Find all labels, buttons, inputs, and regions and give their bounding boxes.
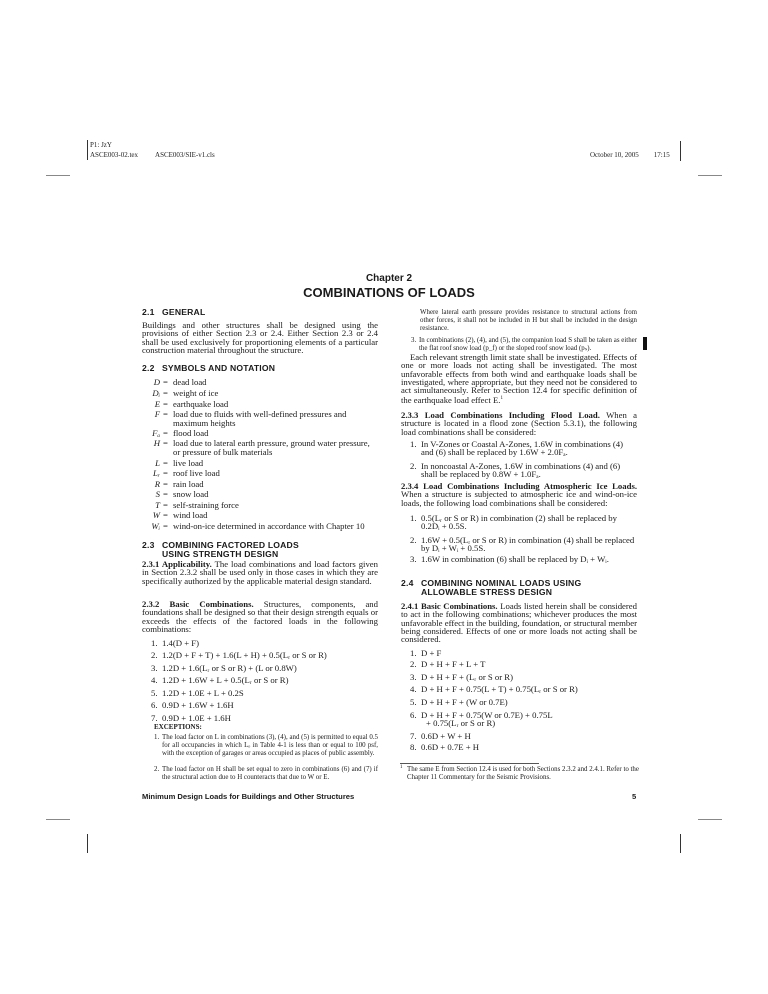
item-text: D + H + F + L + T <box>421 659 486 669</box>
item-text: 1.4(D + F) <box>162 638 199 648</box>
symbol-description: self-straining force <box>173 500 239 510</box>
item-text: The load factor on H shall be set equal to zero in combinations (6) and (7) if the structural action due to H counteracts that due to W or E. <box>162 766 378 781</box>
page-number: 5 <box>632 792 637 801</box>
symbol-description: wind load <box>173 510 208 520</box>
section-2-3-4 <box>401 482 637 507</box>
equals-sign: = <box>163 479 168 489</box>
item-number: 6. <box>151 700 158 710</box>
ice-combination <box>410 514 637 531</box>
paragraph-text: Each relevant strength limit state shall be investigated. Effects of one or more loads not acting shall be investigated. The most unfavorable effects from both wind and earthquake loads shall be investigated, where appropriate, but they need not be considered to act simultaneously. Refer to Section 12.4 for specific definition of the earthquake load effect E. <box>401 352 637 405</box>
load-combination <box>151 676 381 684</box>
symbol-definition <box>142 389 378 398</box>
running-header-right <box>590 150 670 160</box>
exception-item <box>154 734 378 758</box>
load-combination <box>410 743 640 751</box>
subsection-text: Loads listed herein shall be considered to act in the following combinations; whichever produces the most unfavorable effect in the building, foundation, or structural member being considered. Effects of one or more loads not acting shall be considered. <box>401 601 638 645</box>
header-cls-file: ASCE003/SIE-v1.cls <box>155 151 215 159</box>
load-combination <box>151 651 381 659</box>
flood-combination <box>410 462 637 479</box>
subsection-heading: 2.3.2 Basic Combinations. <box>142 599 254 609</box>
section-2-3-2 <box>142 600 378 633</box>
item-number: 2. <box>410 535 417 545</box>
item-number: 5. <box>151 688 158 698</box>
subsection-text: When a structure is subjected to atmospheric ice and wind-on-ice loads, the following load combinations shall be considered: <box>401 489 637 508</box>
equals-sign: = <box>163 388 168 398</box>
crop-mark <box>46 175 70 176</box>
item-number: 1. <box>151 638 158 648</box>
item-text: 1.6W + 0.5(Lᵣ or S or R) in combination (4) shall be replaced by Dᵢ + Wᵢ + 0.5S. <box>421 535 635 554</box>
equals-sign: = <box>163 428 168 438</box>
item-text: 0.9D + 1.0E + 1.6H <box>162 713 231 723</box>
symbol: T <box>155 500 160 510</box>
footnote-text: The same E from Section 12.4 is used for both Sections 2.3.2 and 2.4.1. Refer to the Chapter 11 Commentary for the Seismic Provisions. <box>407 766 639 781</box>
exception-item <box>411 337 637 353</box>
symbol-definition <box>142 439 378 457</box>
item-number: 7. <box>410 731 417 741</box>
item-number: 2. <box>410 659 417 669</box>
section-title-line2: ALLOWABLE STRESS DESIGN <box>421 587 553 597</box>
symbol-description: roof live load <box>173 468 220 478</box>
symbol-description: dead load <box>173 377 207 387</box>
symbol-definition <box>142 378 378 387</box>
footnote-rule <box>400 763 539 764</box>
load-combination <box>151 714 381 722</box>
section-title: SYMBOLS AND NOTATION <box>162 363 276 373</box>
section-2-3-1 <box>142 560 378 585</box>
item-number: 3. <box>410 672 417 682</box>
header-id: P1: JzY <box>90 141 112 149</box>
crop-mark <box>87 140 88 160</box>
equals-sign: = <box>163 458 168 468</box>
symbol: S <box>155 489 160 499</box>
equals-sign: = <box>163 489 168 499</box>
equals-sign: = <box>163 510 168 520</box>
load-combination <box>151 689 381 697</box>
equals-sign: = <box>163 438 168 448</box>
exceptions-label: EXCEPTIONS: <box>154 723 202 731</box>
item-number: 2. <box>154 766 160 773</box>
symbol-description: live load <box>173 458 204 468</box>
section-2-3-heading <box>142 541 299 559</box>
symbol-description: snow load <box>173 489 209 499</box>
load-combination <box>410 711 640 728</box>
symbol-description: load due to lateral earth pressure, ground water pressure, or pressure of bulk materials <box>173 438 370 457</box>
load-combination <box>151 639 381 647</box>
symbol-description: load due to fluids with well-defined pressures and maximum heights <box>173 409 347 428</box>
section-title: GENERAL <box>162 307 206 317</box>
load-combination <box>151 664 381 672</box>
chapter-heading <box>0 273 768 300</box>
item-text: In V-Zones or Coastal A-Zones, 1.6W in combinations (4) and (6) shall be replaced by 1.6W + 2.0Fₐ. <box>421 439 624 458</box>
chapter-title: COMBINATIONS OF LOADS <box>303 285 475 300</box>
section-2-3-3 <box>401 411 637 436</box>
strength-limit-paragraph <box>401 353 637 404</box>
chapter-label: Chapter 2 <box>365 273 413 284</box>
item-text: 0.6D + 0.7E + H <box>421 742 480 752</box>
equals-sign: = <box>163 377 168 387</box>
load-combination <box>410 732 640 740</box>
item-number: 4. <box>410 684 417 694</box>
flood-combination <box>410 440 637 457</box>
crop-mark <box>698 819 722 820</box>
symbol-definition <box>142 522 378 531</box>
item-text: D + H + F + 0.75(L + T) + 0.75(Lᵣ or S or R) <box>421 684 578 694</box>
subsection-heading: 2.3.4 Load Combinations Including Atmospheric Ice Loads. <box>401 481 637 491</box>
section-number: 2.4 <box>401 578 414 588</box>
change-bar <box>643 337 647 350</box>
equals-sign: = <box>163 399 168 409</box>
item-number: 4. <box>151 675 158 685</box>
crop-mark <box>680 834 681 853</box>
equals-sign: = <box>163 500 168 510</box>
item-number: 5. <box>410 697 417 707</box>
symbol: H <box>153 438 160 448</box>
item-text: 0.9D + 1.6W + 1.6H <box>162 700 234 710</box>
item-number: 1. <box>410 648 417 658</box>
item-number: 1. <box>410 439 417 449</box>
item-text: 1.6W in combination (6) shall be replaced by Dᵢ + Wᵢ. <box>421 554 609 564</box>
page-footer-title: Minimum Design Loads for Buildings and Other Structures <box>142 792 355 801</box>
section-title-line2: USING STRENGTH DESIGN <box>162 549 279 559</box>
subsection-heading: 2.3.3 Load Combinations Including Flood Load. <box>401 410 600 420</box>
symbol: Fₐ <box>152 428 160 438</box>
symbol-definition <box>142 511 378 520</box>
item-text: The load factor on L in combinations (3), (4), and (5) is permitted to equal 0.5 for all occupancies in which Lₒ in Table 4-1 is less than or equal to 100 psf, with the exception of garages or areas occupied as places of public assembly. <box>162 734 378 757</box>
equals-sign: = <box>163 468 168 478</box>
symbol-description: flood load <box>173 428 209 438</box>
running-header-left <box>90 140 215 160</box>
subsection-heading: 2.4.1 Basic Combinations. <box>401 601 498 611</box>
crop-mark <box>680 141 681 161</box>
section-number: 2.2 <box>142 363 155 373</box>
item-number: 7. <box>151 713 158 723</box>
item-number: 8. <box>410 742 417 752</box>
subsection-text: Structures, components, and foundations shall be designed so that their design strength equals or exceeds the effects of the factored loads in the following combinations: <box>142 599 378 635</box>
item-text: 1.2D + 1.0E + L + 0.2S <box>162 688 244 698</box>
symbol-description: earthquake load <box>173 399 229 409</box>
item-text-continued: + 0.75(Lᵣ or S or R) <box>426 718 496 729</box>
symbol: Lᵣ <box>153 468 160 478</box>
load-combination <box>410 649 640 657</box>
symbol-definition <box>142 469 378 478</box>
section-title-line1: COMBINING FACTORED LOADS <box>162 540 299 550</box>
crop-mark <box>87 834 88 853</box>
header-date: October 10, 2005 <box>590 151 639 159</box>
load-combination <box>151 701 381 709</box>
subsection-heading: 2.3.1 Applicability. <box>142 559 212 569</box>
symbol-description: wind-on-ice determined in accordance with Chapter 10 <box>173 521 365 531</box>
footnote-mark: 1 <box>400 765 403 770</box>
exception-number: 3. <box>411 337 417 344</box>
footnote-ref: 1 <box>500 395 503 401</box>
item-number: 3. <box>151 663 158 673</box>
symbol-definition <box>142 459 378 468</box>
symbol-definition <box>142 410 378 428</box>
item-text: D + H + F + (Lᵣ or S or R) <box>421 672 513 682</box>
item-text: D + F <box>421 648 442 658</box>
section-2-2-heading <box>142 364 275 373</box>
exception-2-continued: Where lateral earth pressure provides resistance to structural actions from other forces, it shall not be included in H but shall be included in the design resistance. <box>420 309 637 332</box>
item-number: 6. <box>410 710 417 720</box>
symbol: Wᵢ <box>151 521 160 531</box>
symbol: W <box>152 510 160 520</box>
load-combination <box>410 673 640 681</box>
symbol-description: weight of ice <box>173 388 219 398</box>
symbol-definition <box>142 480 378 489</box>
symbol: R <box>154 479 160 489</box>
footnote <box>400 766 640 782</box>
symbol: L <box>155 458 160 468</box>
item-number: 3. <box>410 554 417 564</box>
item-number: 1. <box>410 513 417 523</box>
item-text: 1.2D + 1.6(Lᵣ or S or R) + (L or 0.8W) <box>162 663 297 673</box>
exception-text: In combinations (2), (4), and (5), the companion load S shall be taken as either the flat roof snow load (p_f) or the sloped roof snow load (pₛ). <box>419 337 637 352</box>
item-text: 0.5(Lᵣ or S or R) in combination (2) shall be replaced by 0.2Dᵢ + 0.5S. <box>421 513 617 532</box>
section-number: 2.1 <box>142 307 155 317</box>
section-2-4-1 <box>401 602 637 644</box>
exception-item <box>154 766 378 782</box>
section-2-4-heading <box>401 579 581 597</box>
symbol: E <box>154 399 160 409</box>
symbol: D <box>153 377 160 387</box>
section-number: 2.3 <box>142 540 155 550</box>
section-2-1-heading <box>142 308 205 317</box>
crop-mark <box>46 819 70 820</box>
item-text: 0.6D + W + H <box>421 731 471 741</box>
symbol-definition <box>142 501 378 510</box>
load-combination <box>410 685 640 693</box>
ice-combination <box>410 536 637 553</box>
item-number: 2. <box>410 461 417 471</box>
item-text: 1.2D + 1.6W + L + 0.5(Lᵣ or S or R) <box>162 675 289 685</box>
load-combination <box>410 660 640 668</box>
item-number: 2. <box>151 650 158 660</box>
symbol-definition <box>142 490 378 499</box>
equals-sign: = <box>163 409 168 419</box>
item-text: D + H + F + 0.75(W or 0.7E) + 0.75L <box>421 710 553 720</box>
header-time: 17:15 <box>653 151 670 159</box>
item-text: D + H + F + (W or 0.7E) <box>421 697 508 707</box>
equals-sign: = <box>163 521 168 531</box>
item-number: 1. <box>154 734 160 741</box>
symbol: F <box>154 409 160 419</box>
section-title-line1: COMBINING NOMINAL LOADS USING <box>421 578 582 588</box>
subsection-text: When a structure is located in a flood zone (Section 5.3.1), the following load combinations shall be considered: <box>401 410 637 437</box>
load-combination <box>410 698 640 706</box>
subsection-text: The load combinations and load factors given in Section 2.3.2 shall be used only in those cases in which they are specifically authorized by the applicable material design standard. <box>142 559 378 586</box>
symbol-definition <box>142 429 378 438</box>
item-text: 1.2(D + F + T) + 1.6(L + H) + 0.5(Lᵣ or S or R) <box>162 650 327 660</box>
ice-combination <box>410 555 637 563</box>
symbol-description: rain load <box>173 479 204 489</box>
item-text: In noncoastal A-Zones, 1.6W in combinations (4) and (6) shall be replaced by 0.8W + 1.0Fₐ. <box>421 461 621 480</box>
header-tex-file: ASCE003-02.tex <box>90 151 139 159</box>
crop-mark <box>698 175 722 176</box>
section-2-1-text: Buildings and other structures shall be designed using the provisions of either Section 2.3 or 2.4. Either Section 2.3 or 2.4 shall be used exclusively for proportioning elements of a particular construction material throughout the structure. <box>142 320 378 356</box>
symbol-definition <box>142 400 378 409</box>
symbol: Dᵢ <box>152 388 160 398</box>
